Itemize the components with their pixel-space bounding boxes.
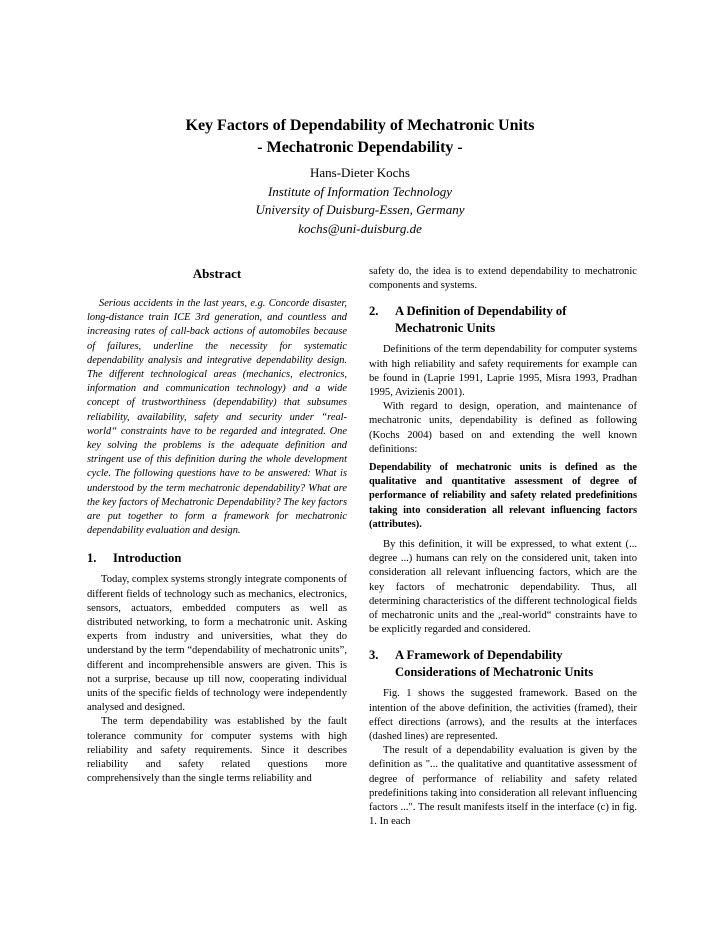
dependability-definition: Dependability of mechatronic units is defined as the qualitative and quantitative assessment of degree of performance of reliability and safety related predefinitions taking into consideration all relevant influencing factors (attributes). [369, 462, 637, 530]
left-column [87, 265, 347, 787]
section-title: A Framework of Dependability Considerations of Mechatronic Units [395, 648, 594, 680]
title-line-2: - Mechatronic Dependability - [257, 139, 463, 156]
section-number: 1. [87, 551, 97, 566]
section-title: A Definition of Dependability of Mechatronic Units [395, 304, 567, 336]
section-2-paragraph-2: With regard to design, operation, and maintenance of mechatronic units, dependability is defined as following (Kochs 2004) based on and extending the well known definitions: [369, 401, 637, 455]
author-email: kochs@uni-duisburg.de [298, 220, 422, 236]
section-1-heading [87, 550, 347, 567]
author-block [0, 164, 720, 238]
continued-paragraph: safety do, the idea is to extend dependability to mechatronic components and systems. [369, 266, 637, 292]
author-name: Hans-Dieter Kochs [310, 165, 410, 180]
section-3-paragraph-1: Fig. 1 shows the suggested framework. Based on the intention of the above definition, the activities (framed), their effect directions (arrows), and the results at the interfaces (dashed lines) are represented. [369, 688, 637, 743]
section-3-paragraph-2: The result of a dependability evaluation is given by the definition as "... the qualitative and quantitative assessment of degree of performance of reliability and safety related predefinitions taking into consideration all relevant influencing factors ...". The result manifests itself in the interface (c) in fig. 1. In each [369, 745, 637, 828]
section-number: 3. [369, 648, 379, 663]
right-column [369, 265, 637, 830]
affiliation-university: University of Duisburg-Essen, Germany [255, 202, 465, 217]
section-title: Introduction [113, 551, 182, 566]
section-1-paragraph-1: Today, complex systems strongly integrate components of different fields of technology such as mechanics, electronics, sensors, actuators, embedded computers as well as distributed networking, to form a mechatronic unit. Asking experts from industry and universities, what they do understand by the term “dependability of mechatronic units”, different and incomprehensible answers are given. This is not a surprise, because up till now, cooperating individual units of the specific fields of technology were independently analysed and designed. [87, 574, 348, 714]
abstract-heading: Abstract [192, 266, 242, 281]
affiliation-institute: Institute of Information Technology [267, 183, 453, 199]
section-number: 2. [369, 304, 379, 319]
section-2-paragraph-1: Definitions of the term dependability for computer systems with high reliability and safety requirements for example can be found in (Laprie 1991, Laprie 1995, Misra 1993, Pradhan 1995, Avizienis 2001). [369, 344, 637, 399]
section-1-paragraph-2: The term dependability was established by the fault tolerance community for computer systems with high reliability and safety requirements. Since it describes reliability and safety related questions more comprehensively than the single terms reliability and [87, 716, 347, 785]
title-line-1: Key Factors of Dependability of Mechatronic Units [185, 117, 535, 134]
section-3-heading [369, 647, 637, 681]
paper-title [0, 115, 720, 159]
section-2-heading [369, 303, 637, 337]
abstract-text: Serious accidents in the last years, e.g. Concorde disaster, long-distance train ICE 3rd generation, and countless and increasing rates of call-back actions of automobiles because of failures, underline the necessity for systematic dependability analysis and integrative dependability design. The different technological areas (mechanics, electronics, information and communication technology) and a wide concept of trustworthiness (dependability) that subsumes reliability, availability, safety and security under “real-world“ constraints have to be regarded and integrated. One key solving the problems is the adequate definition and stringent use of this definition during the whole development cycle. The following questions have to be answered: What is understood by the term mechatronic dependability? What are the key factors of Mechatronic Dependability? The key factors are put together to form a framework for mechatronic dependability evaluation and design. [87, 298, 347, 537]
section-2-paragraph-3: By this definition, it will be expressed, to what extent (... degree ...) humans can rely on the considered unit, taken into consideration all relevant influencing factors, which are the key factors of mechatronic dependability. Thus, all determining characteristics of the different technological fields of mechatronic units and the „real-world“ constraints have to be explicitly regarded and considered. [369, 539, 637, 636]
